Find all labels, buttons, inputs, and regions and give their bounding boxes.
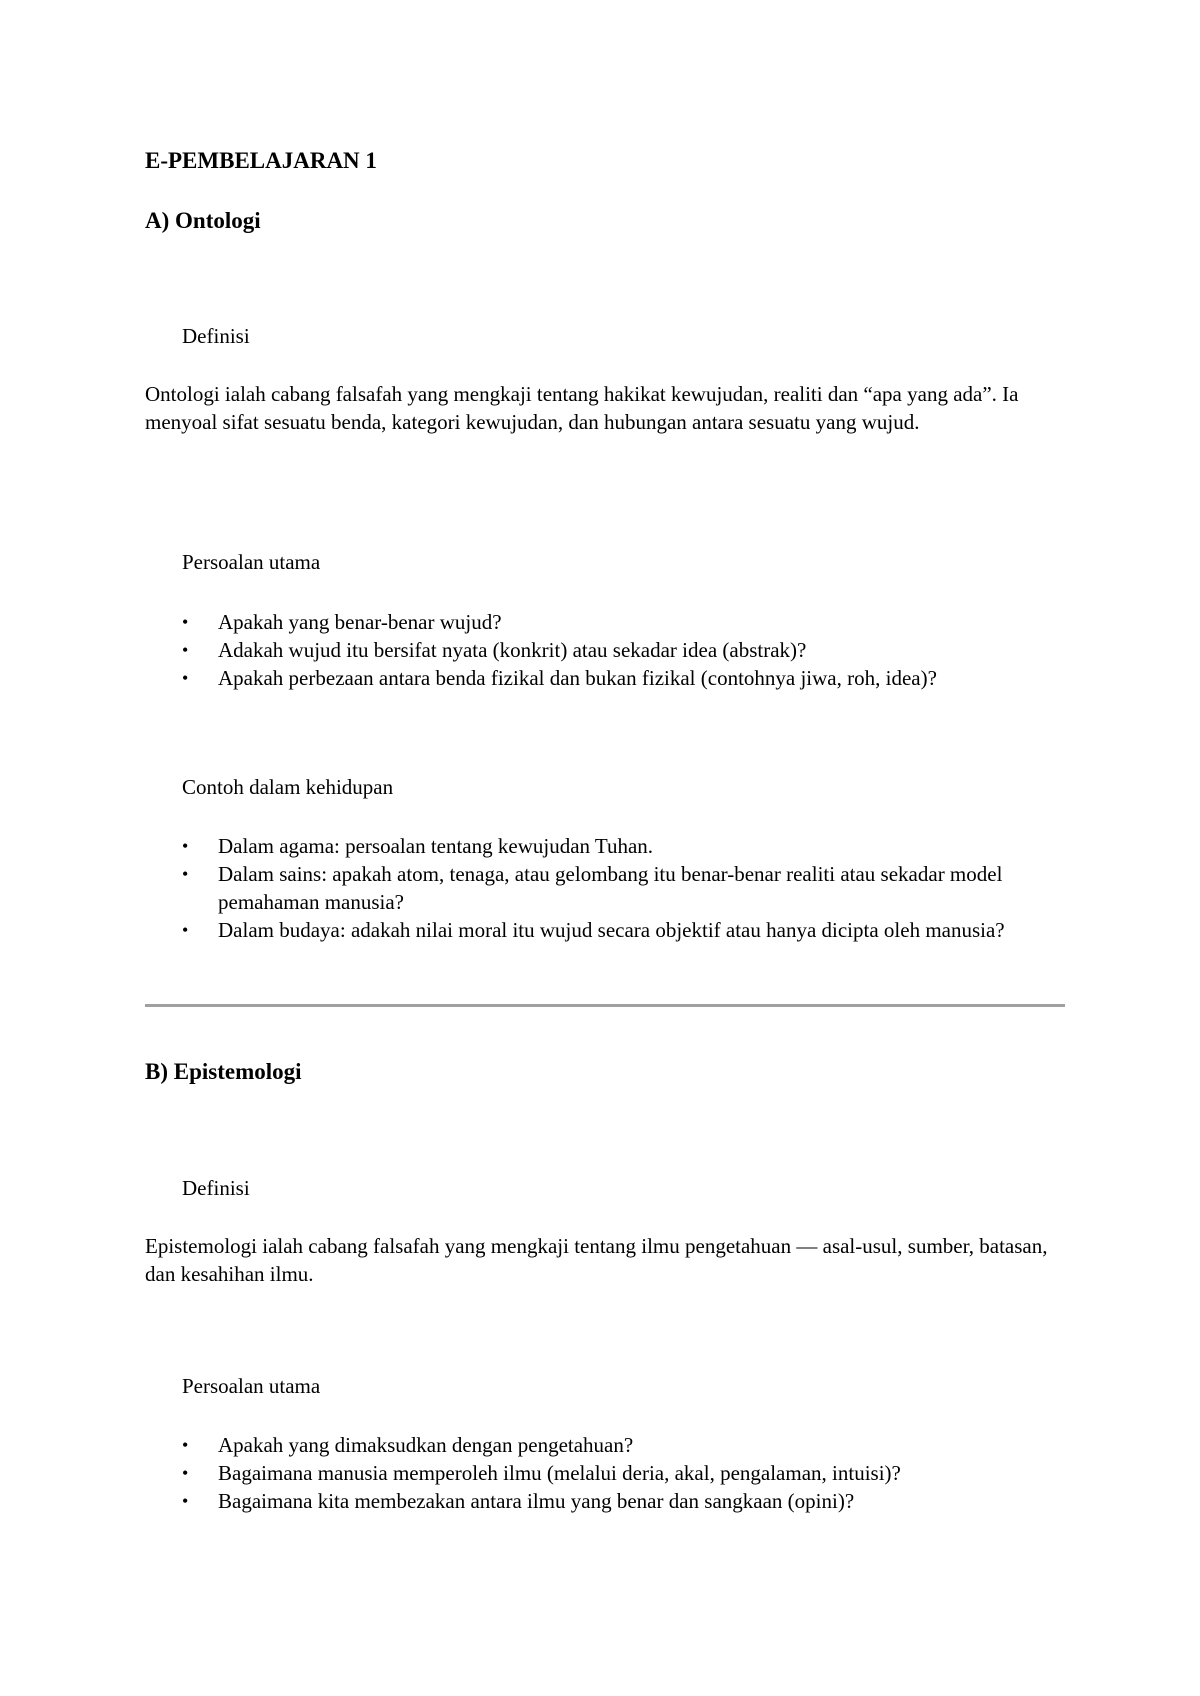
list-item: • Bagaimana kita membezakan antara ilmu yang benar dan sangkaan (opini)?	[182, 1489, 855, 1513]
section-b-questions-list	[182, 1431, 1065, 1515]
list-item: • Apakah perbezaan antara benda fizikal dan bukan fizikal (contohnya jiwa, roh, idea)?	[182, 666, 937, 690]
section-b-definition-text: Epistemologi ialah cabang falsafah yang mengkaji tentang ilmu pengetahuan — asal-usul, sumber, batasan, dan kesahihan ilmu.	[145, 1234, 1048, 1286]
list-item: • Dalam sains: apakah atom, tenaga, atau gelombang itu benar-benar realiti atau sekadar model pemahaman manusia?	[182, 862, 1003, 914]
list-item: • Dalam budaya: adakah nilai moral itu wujud secara objektif atau hanya dicipta oleh manusia?	[182, 918, 1005, 942]
bullet-icon: •	[182, 836, 189, 856]
section-a-definition-text: Ontologi ialah cabang falsafah yang mengkaji tentang hakikat kewujudan, realiti dan “apa yang ada”. Ia menyoal sifat sesuatu benda, kategori kewujudan, dan hubungan antara sesuatu yang wujud.	[145, 382, 1019, 434]
document-title: E-PEMBELAJARAN 1	[145, 148, 377, 173]
bullet-icon: •	[182, 1491, 189, 1511]
list-item: • Adakah wujud itu bersifat nyata (konkrit) atau sekadar idea (abstrak)?	[182, 638, 807, 662]
bullet-icon: •	[182, 668, 189, 688]
section-b-questions-label: Persoalan utama	[182, 1374, 321, 1398]
bullet-icon: •	[182, 1435, 189, 1455]
bullet-icon: •	[182, 640, 189, 660]
bullet-icon: •	[182, 1463, 189, 1483]
bullet-icon: •	[182, 920, 189, 940]
section-a-examples-list	[182, 832, 1065, 944]
section-a-heading: A) Ontologi	[145, 208, 261, 233]
list-item: • Bagaimana manusia memperoleh ilmu (melalui deria, akal, pengalaman, intuisi)?	[182, 1461, 901, 1485]
section-a-definition-label: Definisi	[182, 324, 250, 348]
bullet-icon: •	[182, 864, 189, 884]
bullet-icon: •	[182, 612, 189, 632]
list-item: • Dalam agama: persoalan tentang kewujudan Tuhan.	[182, 834, 654, 858]
section-b-heading: B) Epistemologi	[145, 1059, 302, 1084]
section-divider	[145, 1004, 1065, 1007]
document-page	[145, 0, 1065, 1696]
section-b-definition-label: Definisi	[182, 1176, 250, 1200]
section-a-questions-list	[182, 608, 1065, 692]
list-item: • Apakah yang dimaksudkan dengan pengetahuan?	[182, 1433, 634, 1457]
section-a-questions-label: Persoalan utama	[182, 550, 321, 574]
list-item: • Apakah yang benar-benar wujud?	[182, 610, 502, 634]
section-a-examples-label: Contoh dalam kehidupan	[182, 775, 394, 799]
